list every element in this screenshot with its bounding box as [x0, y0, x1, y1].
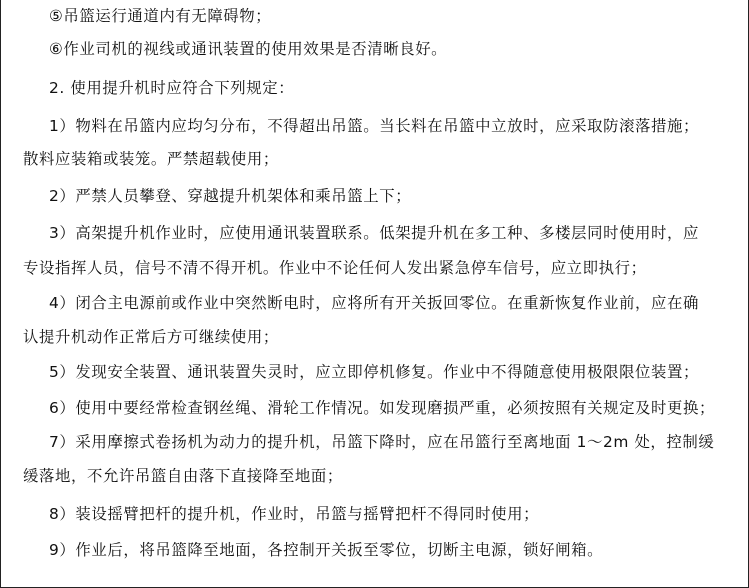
text-line: 2）严禁人员攀登、穿越提升机架体和乘吊篮上下； [49, 187, 412, 205]
section-heading: 2. 使用提升机时应符合下列规定： [49, 79, 295, 97]
text-line: 缓落地，不允许吊篮自由落下直接降至地面； [23, 467, 343, 485]
text-line: 8）装设摇臂把杆的提升机，作业时，吊篮与摇臂把杆不得同时使用； [49, 505, 540, 523]
text-line: 5）发现安全装置、通讯装置失灵时，应立即停机修复。作业中不得随意使用极限限位装置； [49, 363, 700, 381]
text-line: 9）作业后，将吊篮降至地面，各控制开关扳至零位，切断主电源，锁好闸箱。 [49, 541, 604, 559]
text-line: 1）物料在吊篮内应均匀分布，不得超出吊篮。当长料在吊篮中立放时，应采取防滚落措施； [49, 117, 700, 135]
text-line: 6）使用中要经常检查钢丝绳、滑轮工作情况。如发现磨损严重，必须按照有关规定及时更换； [49, 399, 716, 417]
text-line: 专设指挥人员，信号不清不得开机。作业中不论任何人发出紧急停车信号，应立即执行； [23, 259, 647, 277]
text-line: 4）闭合主电源前或作业中突然断电时，应将所有开关扳回零位。在重新恢复作业前，应在确 [49, 294, 700, 312]
text-line: 认提升机动作正常后方可继续使用； [23, 328, 279, 346]
text-line: 7）采用摩擦式卷扬机为动力的提升机，吊篮下降时，应在吊篮行至离地面 1～2m 处，控制缓 [49, 433, 715, 451]
text-line: ⑥作业司机的视线或通讯装置的使用效果是否清晰良好。 [49, 40, 448, 58]
text-line: 3）高架提升机作业时，应使用通讯装置联系。低架提升机在多工种、多楼层同时使用时，应 [49, 224, 700, 242]
text-line: ⑤吊篮运行通道内有无障碍物； [49, 7, 272, 25]
text-line: 散料应装箱或装笼。严禁超载使用； [23, 150, 279, 168]
